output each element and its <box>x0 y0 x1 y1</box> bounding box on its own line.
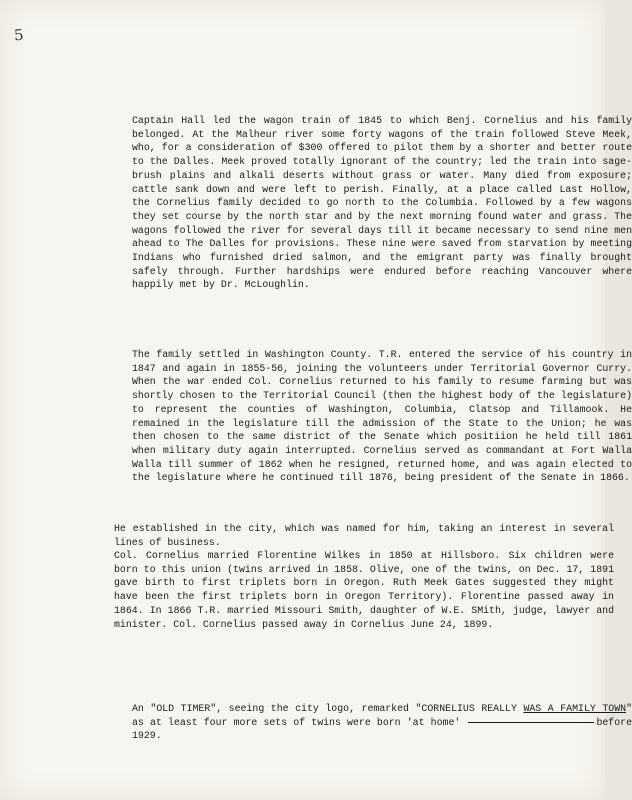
paragraph-wagon-train: Captain Hall led the wagon train of 1845 to which Benj. Cornelius and his family belonged. At the Malheur river some forty wagons of the train followed Steve Meek, who, for a consideration of $300 offered to pilot them by a shorter and better route to the Dalles. Meek proved totally ignorant of the country; led the train into sage-brush plains and alkali deserts without grass or water. Many died from exposure; cattle sank down and were left to perish. Finally, at a place called Last Hollow, the Cornelius family decided to go north to the Columbia. Followed by a few wagons they set course by the north star and by the next morning found water and grass. The wagons followed the river for several days till it became necessary to send nine men ahead to The Dalles for provisions. These nine were saved from starvation by meeting Indians who furnished dried salmon, and the emigrant party was finally brought safely through. Further hardships were endured before reaching Vancouver where happily met by Dr. McLoughlin. <box>132 115 632 291</box>
paragraph-marriage: Col. Cornelius married Florentine Wilkes in 1850 at Hillsboro. Six children were born to this union (twins arrived in 1858. Olive, one of the twins, on Dec. 17, 1891 gave birth to first triplets born in Oregon. Ruth Meek Gates suggested they might have been the first triplets born in Oregon Territory). Florentine passed away in 1864. In 1866 T.R. married Missouri Smith, daughter of W.E. SMith, judge, lawyer and minister. Col. Cornelius passed away in Cornelius June 24, 1899. <box>114 550 614 630</box>
paragraph-family-settled: The family settled in Washington County. T.R. entered the service of his country in 1847 and again in 1855-56, joining the volunteers under Territorial Governor Curry. When the war ended Col. Cornelius returned to his family to resume farming but was shortly chosen to the Territorial Council (then the highest body of the legislature) to represent the counties of Washington, Columbia, Clatsop and Tillamook. He remained in the legislature till the admission of the State to the Union; he was then chosen to the same district of the Senate which positiion he held till 1861 when military duty again interrupted. Cornelius served as commandant at Fort Walla Walla till summer of 1862 when he resigned, returned home, and was again elected to the legislature where he continued till 1876, being president of the Senate in 1866. <box>132 349 632 484</box>
old-timer-text-part3: before 1929. <box>132 716 632 742</box>
page-number: 5 <box>13 25 25 45</box>
paragraph-established-city: He established in the city, which was named for him, taking an interest in several lines of business. <box>114 523 614 548</box>
old-timer-text-part1: An "OLD TIMER", seeing the city logo, remarked "CORNELIUS REALLY <box>132 703 524 714</box>
old-timer-text-part2: " as at least four more sets of twins were born 'at home' <box>132 703 632 728</box>
paragraph-old-timer <box>76 702 632 743</box>
family-town-underlined: WAS A FAMILY TOWN <box>523 703 627 714</box>
blank-rule-line <box>468 722 594 723</box>
